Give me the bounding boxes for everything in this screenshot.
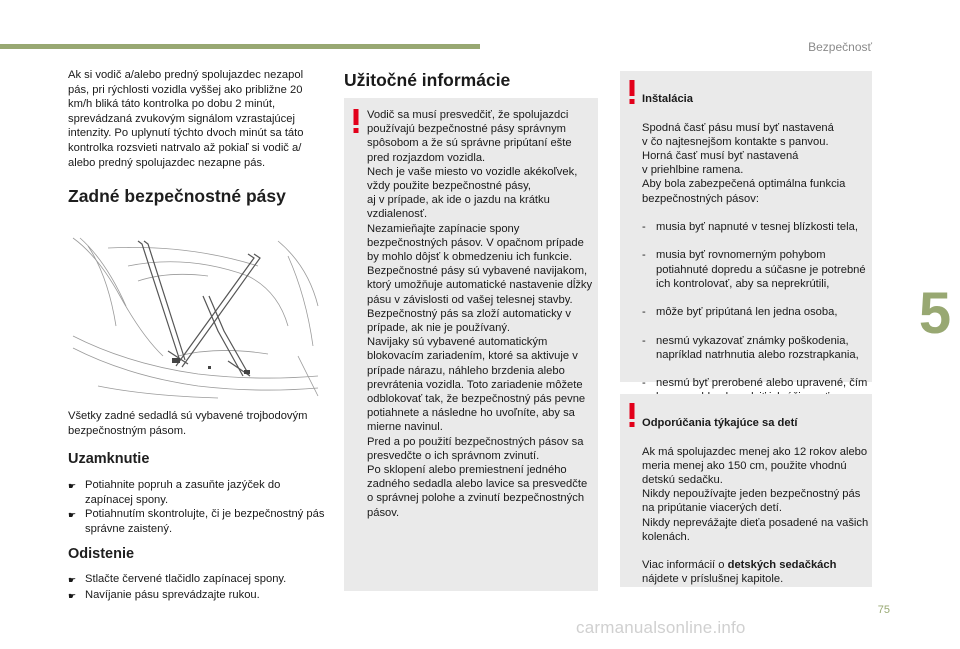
installation-item: - nesmú vykazovať známky poškodenia, napríklad natrhnutia alebo rozstrapkania, xyxy=(642,334,859,361)
finger-pointer-icon: ☛ xyxy=(68,481,77,491)
useful-info-text: Vodič sa musí presvedčiť, že spolujazdci používajú bezpečnostné pásy správnym spôsobom a že sú správne pripútaní ešte pred rozjazdom vozidla. Nech je vaše miesto vo vozidle akékoľvek, vždy použite bezpečnostné pásy, aj v prípade, ak ide o jazdu na krátku vzdialenosť. Nezamieňajte zapínacie spony bezpečnostných pásov. V opačnom prípade by mohlo dôjsť k obmedzeniu ich funkcie. Bezpečnostné pásy sú vybavené navijakom, ktorý umožňuje automatické nastavenie dĺžky pásu v závislosti od vašej telesnej stavby. Bezpečnostný pás sa zloží automaticky v prípade, ak nie je používaný. Navijaky sú vybavené automatickým blokovacím zariadením, ktoré sa aktivuje v prípade nárazu, náhleho brzdenia alebo prevrátenia vozidla. Toto zariadenie môžete odblokovať tak, že bezpečnostný pás pevne potiahnete a následne ho uvoľníte, aby sa mierne navinul. Pred a po použití bezpečnostných pásov sa presvedčte o ich správnom zvinutí. Po sklopení alebo premiestnení jedného zadného sedadla alebo lavice sa presvedčte o správnej polohe a zvinutí bezpečnostných pásov. xyxy=(367,109,593,519)
rear-belts-caption: Všetky zadné sedadlá sú vybavené trojbodovým bezpečnostným pásom. xyxy=(68,410,308,437)
exclamation-icon xyxy=(627,403,637,427)
unlocking-steps xyxy=(68,572,328,603)
finger-pointer-icon: ☛ xyxy=(68,575,77,585)
installation-item: - musia byť napnuté v tesnej blízkosti tela, xyxy=(642,221,858,234)
locking-step: ☛ Potiahnite popruh a zasuňte jazýček do zapínacej spony. xyxy=(68,479,281,506)
rear-seat-belts-illustration xyxy=(68,236,323,400)
finger-pointer-icon: ☛ xyxy=(68,510,77,521)
finger-pointer-icon: ☛ xyxy=(68,590,77,601)
unlocking-step: ☛ Stlačte červené tlačidlo zapínacej spony. xyxy=(68,572,328,588)
chapter-number-tab: 5 xyxy=(910,274,960,354)
exclamation-icon xyxy=(351,109,361,133)
locking-steps xyxy=(68,478,328,536)
children-title: Odporúčania týkajúce sa detí xyxy=(642,417,798,430)
installation-item: - musia byť rovnomerným pohybom potiahnuté dopredu a súčasne je potrebné ich kontrolovať, aby sa neprekrútili, xyxy=(642,249,866,290)
page-number: 75 xyxy=(877,604,890,616)
installation-item: - nesmú byť prerobené alebo upravené, čím xyxy=(642,377,868,390)
children-reference: Viac informácií o detských sedačkách nájdete v príslušnej kapitole. xyxy=(642,559,837,586)
intro-paragraph: Ak si vodič a/alebo predný spolujazdec nezapol pás, pri rýchlosti vozidla vyššej ako približne 20 km/h bliká táto kontrolka po dobu 2 minút, sprevádzaná zvukovým signálom vzrastajúcej intenzity. Po uplynutí týchto dvoch minút sa táto kontrolka rozsvieti natrvalo až pokiaľ si vodič a/ alebo predný spolujazdec nezapne pás. xyxy=(68,69,304,169)
rear-belts-heading: Zadné bezpečnostné pásy xyxy=(68,186,286,206)
child-seats-reference: detských sedačkách xyxy=(727,559,837,572)
children-content xyxy=(642,402,870,601)
unlocking-heading: Odistenie xyxy=(68,546,135,562)
installation-item: - môže byť pripútaná len jedna osoba, xyxy=(642,306,838,319)
watermark: carmanualsonline.info xyxy=(576,618,746,637)
installation-title: Inštalácia xyxy=(642,93,693,106)
section-title: Bezpečnosť xyxy=(808,40,872,54)
children-text: Ak má spolujazdec menej ako 12 rokov alebo meria menej ako 150 cm, použite vhodnú detskú sedačku. Nikdy nepoužívajte jeden bezpečnostný pás na pripútanie viacerých detí. Nikdy neprevážajte dieťa posadené na vašich kolenách. xyxy=(642,445,869,543)
top-accent-bar xyxy=(0,44,480,49)
intro-text-block xyxy=(68,68,324,170)
installation-intro: Spodná časť pásu musí byť nastavená v čo najtesnejšom kontakte s panvou. Horná časť musí byť nastavená v priehlbine ramena. Aby bola zabezpečená optimálna funkcia bezpečnostných pásov: xyxy=(642,121,846,205)
locking-step: ☛ Potiahnutím skontrolujte, či je bezpečnostný pás správne zaistený. xyxy=(68,508,325,535)
installation-content xyxy=(642,78,870,419)
locking-heading: Uzamknutie xyxy=(68,451,150,467)
unlocking-step: ☛ Navíjanie pásu sprevádzajte rukou. xyxy=(68,588,328,604)
useful-info-heading: Užitočné informácie xyxy=(344,70,511,90)
exclamation-icon xyxy=(627,80,637,104)
